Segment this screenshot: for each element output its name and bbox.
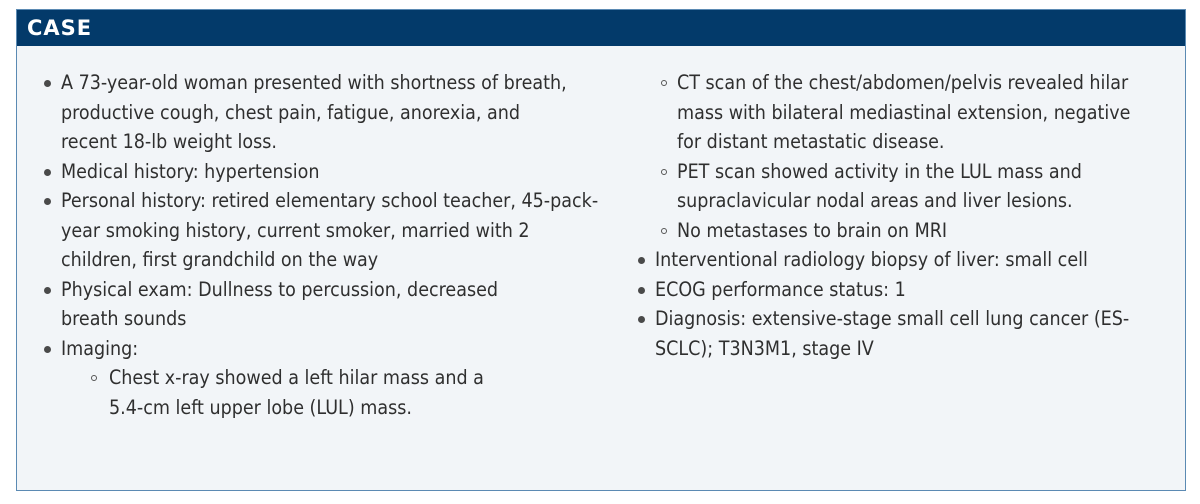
bullet-icon <box>44 198 51 205</box>
ecog-text: ECOG performance status: 1 <box>655 277 906 301</box>
sub-list-item <box>39 363 519 422</box>
mri-text: No metastases to brain on MRI <box>677 218 948 242</box>
physical-exam-text: Physical exam: Dullness to percussion, decreased breath sounds <box>61 277 499 330</box>
bullet-icon <box>638 316 645 323</box>
left-bullet-list <box>39 68 599 422</box>
list-item <box>39 68 581 157</box>
imaging-label: Imaging: <box>61 336 139 360</box>
presentation-text: A 73-year-old woman presented with shortness of breath, productive cough, chest pain, fatigue, anorexia, and recent 18-lb weight loss. <box>61 71 567 153</box>
right-column <box>633 68 1173 363</box>
case-box <box>16 9 1186 491</box>
sub-bullet-icon <box>661 169 667 175</box>
bullet-icon <box>44 287 51 294</box>
list-item <box>633 275 1173 305</box>
sub-list-item <box>633 157 1157 216</box>
bullet-icon <box>44 169 51 176</box>
list-item <box>39 275 561 334</box>
personal-history-text: Personal history: retired elementary school teacher, 45-pack-year smoking history, current smoker, married with 2 children, first grandchild on the way <box>61 189 599 271</box>
sub-bullet-icon <box>91 375 97 381</box>
bullet-icon <box>638 257 645 264</box>
left-column <box>39 68 599 422</box>
diagnosis-text: Diagnosis: extensive-stage small cell lung cancer (ES-SCLC); T3N3M1, stage IV <box>655 307 1130 360</box>
bullet-icon <box>44 346 51 353</box>
sub-list-item <box>633 216 1173 246</box>
list-item <box>39 186 601 275</box>
chest-xray-text: Chest x-ray showed a left hilar mass and a 5.4-cm left upper lobe (LUL) mass. <box>109 366 484 419</box>
sub-bullet-icon <box>661 228 667 234</box>
bullet-icon <box>44 80 51 87</box>
right-bullet-list <box>633 68 1173 363</box>
pet-scan-text: PET scan showed activity in the LUL mass and supraclavicular nodal areas and liver lesions. <box>677 159 1082 212</box>
case-header: CASE <box>17 10 1185 46</box>
list-item <box>633 304 1145 363</box>
sub-list-item <box>633 68 1147 157</box>
list-item <box>39 334 599 364</box>
list-item <box>39 157 599 187</box>
medical-history-text: Medical history: hypertension <box>61 159 320 183</box>
list-item <box>633 245 1173 275</box>
ct-scan-text: CT scan of the chest/abdomen/pelvis revealed hilar mass with bilateral mediastinal extension, negative for distant metastatic disease. <box>677 71 1131 153</box>
bullet-icon <box>638 287 645 294</box>
sub-bullet-icon <box>661 80 667 86</box>
biopsy-text: Interventional radiology biopsy of liver: small cell <box>655 248 1088 271</box>
